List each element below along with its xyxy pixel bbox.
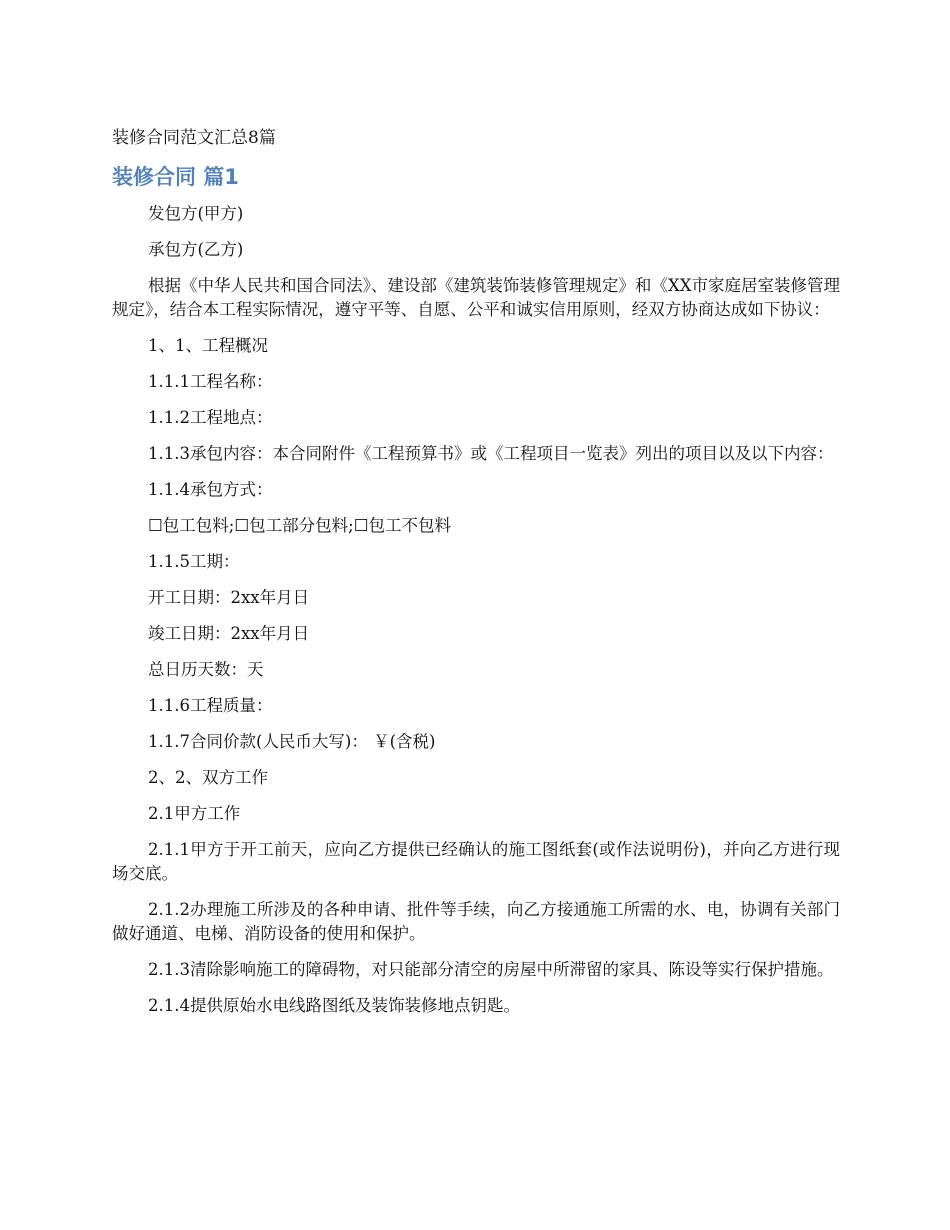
clause-2-1-3: 2.1.3清除影响施工的障碍物，对只能部分清空的房屋中所滞留的家具、陈设等实行保护措施。 — [148, 960, 834, 979]
clause-1-1-6: 1.1.6工程质量： — [148, 696, 273, 715]
clause-1-1-1: 1.1.1工程名称： — [148, 372, 273, 391]
preamble-paragraph: 根据《中华人民共和国合同法》、建设部《建筑装饰装修管理规定》和《XX市家庭居室装修管理规定》，结合本工程实际情况，遵守平等、自愿、公平和诚实信用原则，经双方协商达成如下协议： — [112, 276, 840, 319]
clause-1-1-4: 1.1.4承包方式： — [148, 480, 273, 499]
completion-date-line: 竣工日期：2xx年月日 — [148, 624, 310, 643]
total-days-line: 总日历天数：天 — [148, 660, 264, 679]
clause-1-1-3: 1.1.3承包内容：本合同附件《工程预算书》或《工程项目一览表》列出的项目以及以下内容： — [148, 444, 834, 463]
section-heading: 装修合同 篇1 — [112, 165, 239, 189]
clause-2-1-4: 2.1.4提供原始水电线路图纸及装饰装修地点钥匙。 — [148, 996, 520, 1015]
clause-2-1-1: 2.1.1甲方于开工前天，应向乙方提供已经确认的施工图纸套(或作法说明份)，并向乙方进行现场交底。 — [112, 840, 840, 883]
start-date-line: 开工日期：2xx年月日 — [148, 588, 310, 607]
document-title: 装修合同范文汇总8篇 — [112, 128, 276, 148]
contract-mode-options: ☐包工包料;☐包工部分包料;☐包工不包料 — [148, 516, 451, 535]
section-1-heading: 1、1、工程概况 — [148, 336, 268, 355]
document-body — [112, 202, 840, 1030]
party-b-line: 承包方(乙方) — [148, 240, 244, 259]
clause-1-1-2: 1.1.2工程地点： — [148, 408, 273, 427]
clause-2-1-2: 2.1.2办理施工所涉及的各种申请、批件等手续，向乙方接通施工所需的水、电，协调有关部门做好通道、电梯、消防设备的使用和保护。 — [112, 900, 840, 943]
clause-2-1: 2.1甲方工作 — [148, 804, 241, 823]
clause-1-1-7: 1.1.7合同价款(人民币大写)： ￥(含税) — [148, 732, 436, 751]
section-2-heading: 2、2、双方工作 — [148, 768, 268, 787]
clause-1-1-5: 1.1.5工期： — [148, 552, 240, 571]
party-a-line: 发包方(甲方) — [148, 204, 244, 223]
